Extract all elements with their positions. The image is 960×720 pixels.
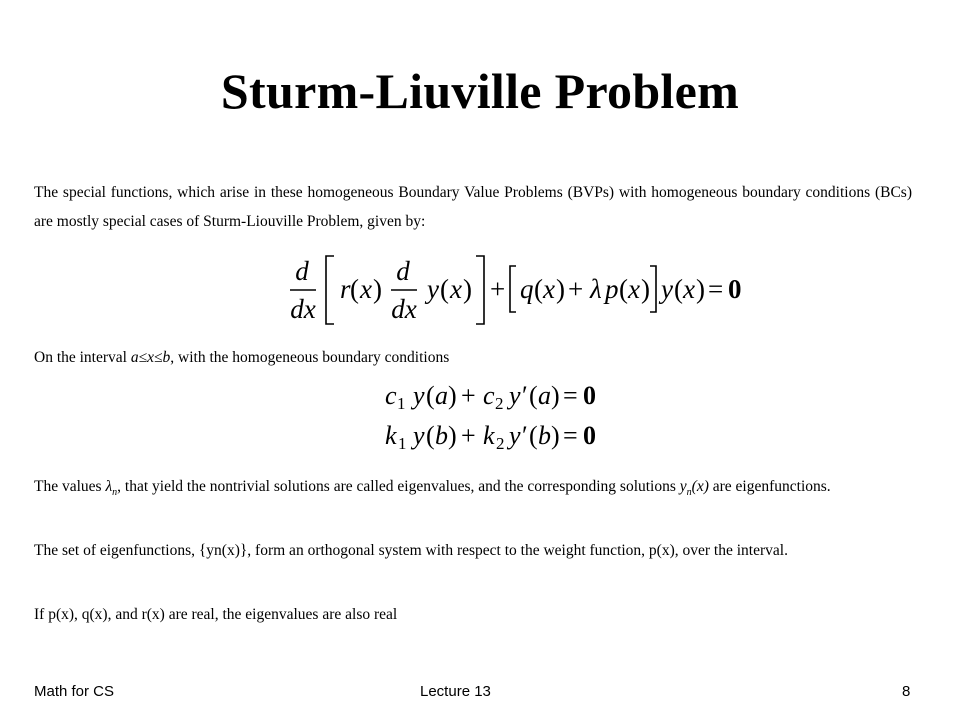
svg-text:y: y bbox=[661, 274, 673, 304]
lambda-symbol: λ bbox=[105, 478, 113, 495]
svg-text:λ: λ bbox=[590, 274, 602, 304]
interval-suffix: , with the homogeneous boundary conditions bbox=[170, 349, 450, 366]
svg-text:p: p bbox=[605, 274, 619, 304]
svg-text:x: x bbox=[360, 274, 372, 304]
svg-text:(: ( bbox=[440, 274, 449, 304]
sturm-liouville-equation bbox=[290, 250, 750, 330]
svg-text:y: y bbox=[509, 381, 521, 410]
lambda-subscript: n bbox=[112, 487, 118, 499]
svg-text:(: ( bbox=[619, 274, 628, 304]
svg-text:′: ′ bbox=[522, 381, 528, 410]
svg-text:): ) bbox=[556, 274, 565, 304]
svg-text:d: d bbox=[295, 256, 309, 286]
orthogonal-paragraph: The set of eigenfunctions, {yn(x)}, form an orthogonal system with respect to the weight function, p(x), over the interval. bbox=[34, 542, 788, 559]
eigen-text-2: , that yield the nontrivial solutions are called eigenvalues, and the corresponding solutions bbox=[117, 478, 680, 495]
svg-text:): ) bbox=[551, 421, 560, 450]
real-eigenvalues-paragraph: If p(x), q(x), and r(x) are real, the eigenvalues are also real bbox=[34, 606, 398, 623]
svg-text:k: k bbox=[483, 421, 495, 450]
svg-text:1: 1 bbox=[397, 394, 406, 413]
footer-page-number: 8 bbox=[902, 683, 911, 700]
interval-expression: a≤x≤b bbox=[130, 349, 171, 366]
svg-text:): ) bbox=[373, 274, 382, 304]
svg-text:=: = bbox=[563, 381, 578, 410]
svg-text:dx: dx bbox=[290, 294, 316, 324]
svg-text:k: k bbox=[385, 421, 397, 450]
svg-text:x: x bbox=[628, 274, 640, 304]
eigenvalues-paragraph bbox=[34, 472, 912, 507]
svg-text:b: b bbox=[435, 421, 448, 450]
svg-text:(: ( bbox=[529, 381, 538, 410]
svg-text:y: y bbox=[427, 274, 439, 304]
svg-text:a: a bbox=[435, 381, 448, 410]
svg-text:y: y bbox=[413, 421, 425, 450]
svg-text:y: y bbox=[413, 381, 425, 410]
svg-text:(: ( bbox=[529, 421, 538, 450]
interval-prefix: On the interval bbox=[34, 349, 131, 366]
svg-text:0: 0 bbox=[728, 274, 742, 304]
svg-text:): ) bbox=[551, 381, 560, 410]
boundary-condition-2 bbox=[383, 418, 603, 454]
svg-text:x: x bbox=[450, 274, 462, 304]
y-symbol: y bbox=[679, 478, 687, 495]
footer-lecture: Lecture 13 bbox=[420, 683, 491, 700]
svg-text:=: = bbox=[563, 421, 578, 450]
svg-text:+: + bbox=[461, 381, 476, 410]
svg-text:(: ( bbox=[674, 274, 683, 304]
svg-text:c: c bbox=[483, 381, 495, 410]
eigen-text-3: are eigenfunctions. bbox=[708, 478, 831, 495]
svg-text:): ) bbox=[696, 274, 705, 304]
boundary-condition-1 bbox=[383, 378, 603, 414]
eigen-text-1: The values bbox=[34, 478, 106, 495]
svg-text:): ) bbox=[463, 274, 472, 304]
svg-text:x: x bbox=[543, 274, 555, 304]
svg-text:(: ( bbox=[350, 274, 359, 304]
svg-text:=: = bbox=[708, 274, 724, 304]
svg-text:1: 1 bbox=[398, 434, 407, 453]
svg-text:d: d bbox=[396, 256, 410, 286]
svg-text:(: ( bbox=[426, 421, 435, 450]
svg-text:0: 0 bbox=[583, 421, 596, 450]
svg-text:a: a bbox=[538, 381, 551, 410]
svg-text:0: 0 bbox=[583, 381, 596, 410]
footer-course: Math for CS bbox=[34, 683, 115, 700]
svg-text:dx: dx bbox=[391, 294, 417, 324]
svg-text:): ) bbox=[448, 421, 457, 450]
intro-paragraph: The special functions, which arise in these homogeneous Boundary Value Problems (BVPs) with homogeneous boundary conditions (BCs) are mostly special cases of Sturm-Liouville Problem, given by: bbox=[34, 184, 912, 230]
svg-text:2: 2 bbox=[495, 394, 504, 413]
svg-text:+: + bbox=[490, 274, 506, 304]
svg-text:q: q bbox=[520, 274, 534, 304]
interval-paragraph bbox=[34, 343, 912, 372]
y-argument: (x) bbox=[691, 478, 709, 495]
svg-text:c: c bbox=[385, 381, 397, 410]
svg-text:r: r bbox=[340, 274, 351, 304]
svg-text:(: ( bbox=[534, 274, 543, 304]
svg-text:(: ( bbox=[426, 381, 435, 410]
svg-text:): ) bbox=[448, 381, 457, 410]
svg-text:): ) bbox=[641, 274, 650, 304]
svg-text:+: + bbox=[461, 421, 476, 450]
y-subscript: n bbox=[686, 487, 692, 499]
svg-text:y: y bbox=[509, 421, 521, 450]
svg-text:b: b bbox=[538, 421, 551, 450]
svg-text:′: ′ bbox=[522, 421, 528, 450]
svg-text:x: x bbox=[683, 274, 695, 304]
svg-text:+: + bbox=[568, 274, 584, 304]
svg-text:2: 2 bbox=[496, 434, 505, 453]
slide-title: Sturm-Liuville Problem bbox=[220, 63, 740, 119]
